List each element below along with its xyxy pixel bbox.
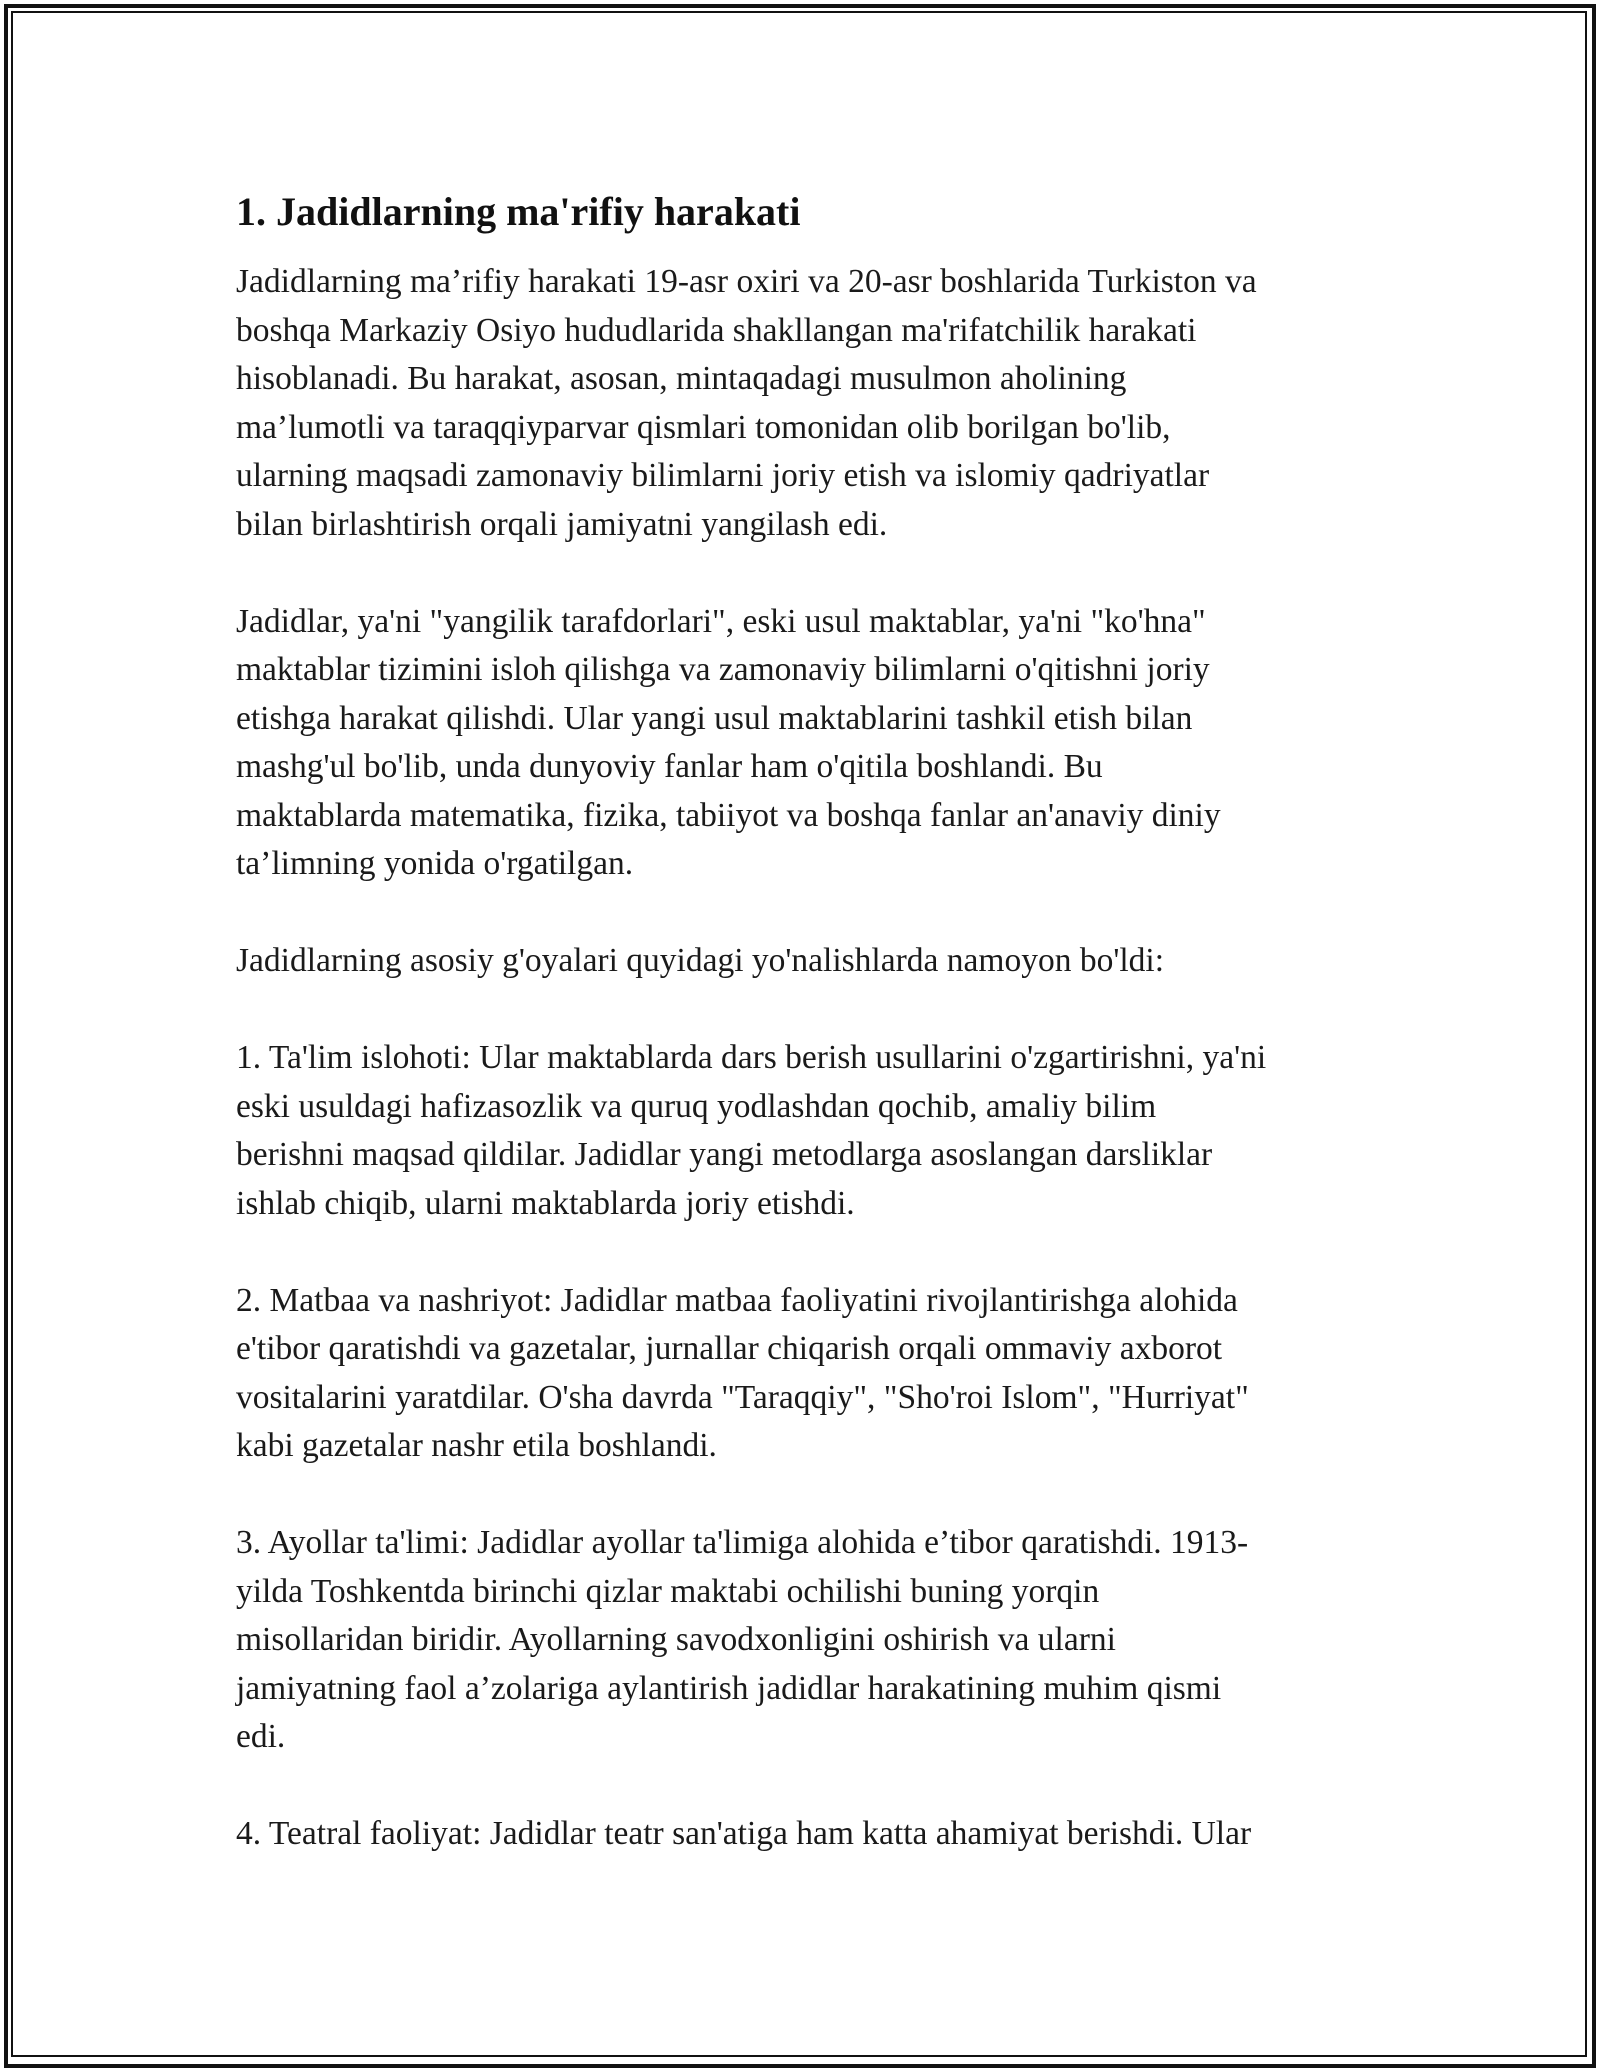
paragraph: [236, 1277, 1386, 1471]
text-line: Jadidlarning ma’rifiy harakati 19-asr oxiri va 20-asr boshlarida Turkiston va: [236, 263, 1257, 300]
text-line: hisoblanadi. Bu harakat, asosan, mintaqadagi musulmon aholining: [236, 360, 1127, 397]
text-line: ta’limning yonida o'rgatilgan.: [236, 845, 634, 882]
text-line: boshqa Markaziy Osiyo hududlarida shakllangan ma'rifatchilik harakati: [236, 311, 1197, 349]
text-line: vositalarini yaratdilar. O'sha davrda "Taraqqiy", "Sho'roi Islom", "Hurriyat": [236, 1378, 1249, 1416]
text-line: maktablar tizimini isloh qilishga va zamonaviy bilimlarni o'qitishni joriy: [236, 651, 1210, 688]
text-line: etishga harakat qilishdi. Ular yangi usul maktablarini tashkil etish bilan: [236, 699, 1193, 737]
text-line: maktablarda matematika, fizika, tabiiyot va boshqa fanlar an'anaviy diniy: [236, 796, 1221, 834]
text-line: kabi gazetalar nashr etila boshlandi.: [236, 1427, 717, 1464]
document-body: [236, 186, 1386, 1907]
text-line: ma’lumotli va taraqqiyparvar qismlari tomonidan olib borilgan bo'lib,: [236, 408, 1171, 446]
paragraph: [236, 1034, 1386, 1228]
text-line: edi.: [236, 1718, 286, 1755]
paragraph: [236, 1810, 1386, 1859]
text-line: Jadidlar, ya'ni "yangilik tarafdorlari", eski usul maktablar, ya'ni "ko'hna": [236, 602, 1206, 640]
text-line: 1. Ta'lim islohoti: Ular maktablarda dars berish usullarini o'zgartirishni, ya'ni: [236, 1039, 1267, 1076]
text-line: berishni maqsad qildilar. Jadidlar yangi metodlarga asoslangan darsliklar: [236, 1136, 1213, 1173]
paragraph: [236, 937, 1386, 986]
section-title: 1. Jadidlarning ma'rifiy harakati: [236, 189, 801, 234]
paragraph: [236, 598, 1386, 889]
text-line: e'tibor qaratishdi va gazetalar, jurnallar chiqarish orqali ommaviy axborot: [236, 1330, 1223, 1367]
text-line: 2. Matbaa va nashriyot: Jadidlar matbaa faoliyatini rivojlantirishga alohida: [236, 1281, 1238, 1319]
text-line: misollaridan biridir. Ayollarning savodxonligini oshirish va ularni: [236, 1621, 1116, 1658]
text-line: ularning maqsadi zamonaviy bilimlarni joriy etish va islomiy qadriyatlar: [236, 457, 1210, 494]
paragraph: [236, 258, 1386, 549]
text-line: 3. Ayollar ta'limi: Jadidlar ayollar ta'limiga alohida e’tibor qaratishdi. 1913-: [236, 1524, 1249, 1561]
text-line: bilan birlashtirish orqali jamiyatni yangilash edi.: [236, 505, 888, 543]
text-line: mashg'ul bo'lib, unda dunyoviy fanlar ham o'qitila boshlandi. Bu: [236, 748, 1103, 785]
text-line: eski usuldagi hafizasozlik va quruq yodlashdan qochib, amaliy bilim: [236, 1087, 1157, 1125]
text-line: 4. Teatral faoliyat: Jadidlar teatr san'atiga ham katta ahamiyat berishdi. Ular: [236, 1815, 1252, 1852]
paragraph-list: [236, 258, 1386, 1859]
text-line: Jadidlarning asosiy g'oyalari quyidagi yo'nalishlarda namoyon bo'ldi:: [236, 942, 1165, 979]
text-line: ishlab chiqib, ularni maktablarda joriy etishdi.: [236, 1184, 855, 1222]
text-line: yilda Toshkentda birinchi qizlar maktabi ochilishi buning yorqin: [236, 1572, 1100, 1610]
text-line: jamiyatning faol a’zolariga aylantirish jadidlar harakatining muhim qismi: [236, 1669, 1222, 1707]
paragraph: [236, 1519, 1386, 1762]
